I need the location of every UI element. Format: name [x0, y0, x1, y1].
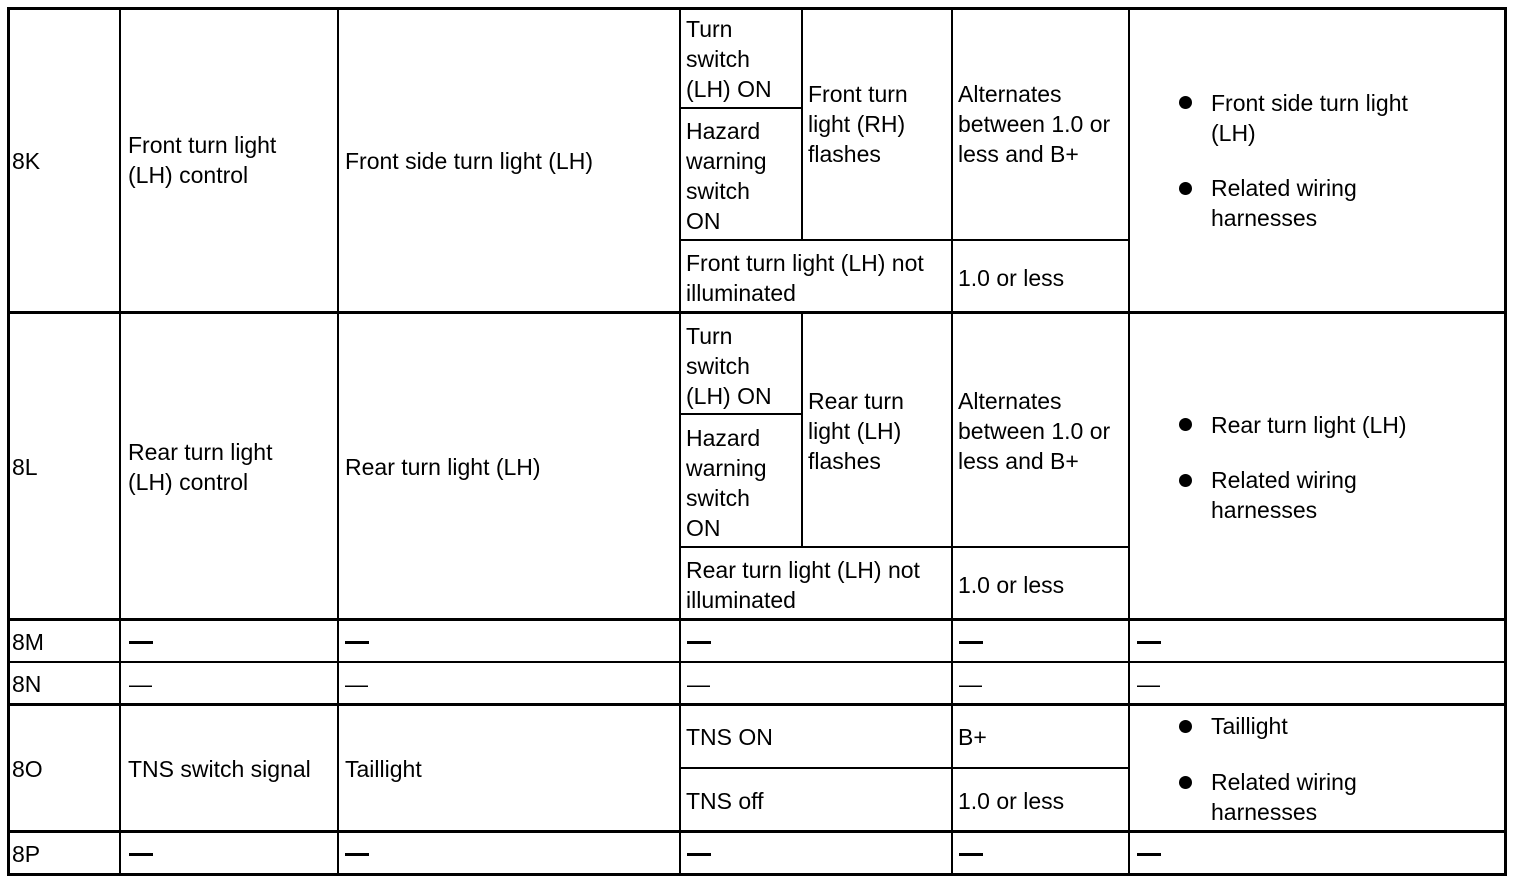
- em-dash: [687, 641, 711, 644]
- condition-turn-switch-8l: Turn switch (LH) ON: [686, 323, 772, 409]
- column-divider: [679, 7, 681, 876]
- voltage-off-8o: 1.0 or less: [958, 788, 1065, 814]
- terminal-8o: 8O: [12, 756, 43, 782]
- column-divider: [119, 7, 121, 876]
- em-dash: [345, 853, 369, 856]
- bullet-icon: [1179, 720, 1192, 733]
- em-dash: [129, 853, 153, 856]
- terminal-8l: 8L: [12, 454, 38, 480]
- row-divider: [7, 830, 1507, 833]
- dash-8n: —: [1137, 671, 1160, 697]
- row-divider: [7, 618, 1507, 621]
- dash-8n: —: [345, 671, 368, 697]
- condition-result-8k: Front turn light (RH) flashes: [808, 81, 908, 167]
- em-dash: [959, 853, 983, 856]
- voltage-on-8k: Alternates between 1.0 or less and B+: [958, 81, 1111, 167]
- condition-result-8l: Rear turn light (LH) flashes: [808, 388, 904, 474]
- terminal-8p: 8P: [12, 841, 41, 867]
- inner-divider: [680, 546, 1130, 548]
- inspection-item-8l-2: Related wiring harnesses: [1211, 467, 1357, 523]
- row-divider: [7, 661, 1507, 663]
- dash-8n: —: [129, 671, 152, 697]
- condition-turn-switch-8k: Turn switch (LH) ON: [686, 16, 772, 102]
- em-dash: [345, 641, 369, 644]
- inner-divider: [680, 413, 802, 415]
- condition-on-8o: TNS ON: [686, 724, 773, 750]
- dash-8n: —: [687, 671, 710, 697]
- terminal-8k: 8K: [12, 148, 41, 174]
- em-dash: [687, 853, 711, 856]
- bullet-icon: [1179, 474, 1192, 487]
- bullet-icon: [1179, 418, 1192, 431]
- connected-to-8k: Front side turn light (LH): [345, 148, 593, 174]
- inner-divider: [680, 767, 1130, 769]
- description-8o: TNS switch signal: [128, 756, 311, 782]
- inspection-item-8o-2: Related wiring harnesses: [1211, 769, 1357, 825]
- description-8l: Rear turn light (LH) control: [128, 439, 273, 495]
- inspection-item-8k-1: Front side turn light (LH): [1211, 90, 1408, 146]
- condition-hazard-8k: Hazard warning switch ON: [686, 118, 767, 234]
- condition-off-8o: TNS off: [686, 788, 764, 814]
- column-divider: [337, 7, 339, 876]
- condition-hazard-8l: Hazard warning switch ON: [686, 425, 767, 541]
- row-divider: [7, 311, 1507, 314]
- dash-8n: —: [959, 671, 982, 697]
- bullet-icon: [1179, 96, 1192, 109]
- column-divider: [1128, 7, 1130, 876]
- condition-off-8k: Front turn light (LH) not illuminated: [686, 250, 924, 306]
- description-8k: Front turn light (LH) control: [128, 132, 277, 188]
- voltage-off-8k: 1.0 or less: [958, 265, 1065, 291]
- voltage-on-8o: B+: [958, 724, 987, 750]
- voltage-on-8l: Alternates between 1.0 or less and B+: [958, 388, 1111, 474]
- column-divider: [951, 7, 953, 876]
- inspection-item-8l-1: Rear turn light (LH): [1211, 412, 1407, 438]
- em-dash: [129, 641, 153, 644]
- inner-divider: [680, 107, 802, 109]
- row-divider: [7, 703, 1507, 706]
- em-dash: [959, 641, 983, 644]
- terminal-8m: 8M: [12, 629, 44, 655]
- em-dash: [1137, 641, 1161, 644]
- bullet-icon: [1179, 776, 1192, 789]
- bullet-icon: [1179, 182, 1192, 195]
- inner-divider: [801, 7, 803, 240]
- inspection-item-8k-2: Related wiring harnesses: [1211, 175, 1357, 231]
- inner-divider: [680, 239, 1130, 241]
- voltage-off-8l: 1.0 or less: [958, 572, 1065, 598]
- inner-divider: [801, 313, 803, 547]
- condition-off-8l: Rear turn light (LH) not illuminated: [686, 557, 920, 613]
- connected-to-8l: Rear turn light (LH): [345, 454, 541, 480]
- em-dash: [1137, 853, 1161, 856]
- connected-to-8o: Taillight: [345, 756, 422, 782]
- terminal-8n: 8N: [12, 671, 42, 697]
- inspection-item-8o-1: Taillight: [1211, 713, 1288, 739]
